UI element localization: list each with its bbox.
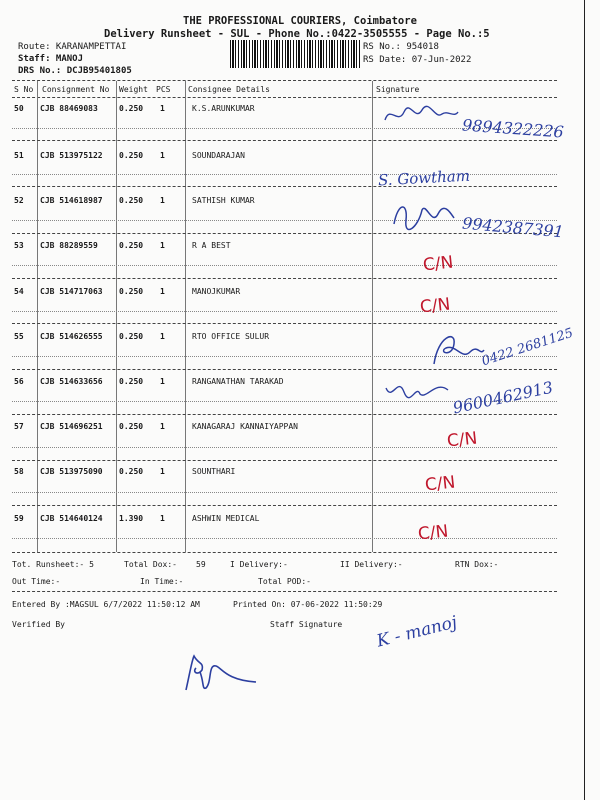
row-sno: 58 [14, 467, 24, 476]
row-sno: 51 [14, 151, 24, 160]
row-rule [12, 460, 557, 461]
row-sno: 59 [14, 514, 24, 523]
col-sno: S No [14, 85, 34, 94]
handwritten-phone: 9894322226 [461, 115, 565, 142]
row-pcs: 1 [160, 514, 165, 523]
row-consignment: CJB 514696251 [40, 422, 103, 431]
row-weight: 0.250 [119, 377, 144, 386]
total-pod: Total POD:- [258, 577, 311, 586]
row-consignment: CJB 88289559 [40, 241, 98, 250]
row-rule [12, 278, 557, 279]
col-sep [185, 81, 186, 552]
rtn-dox: RTN Dox:- [455, 560, 499, 569]
entered-by: Entered By :MAGSUL 6/7/2022 11:50:12 AM [12, 600, 200, 609]
printed-on: Printed On: 07-06-2022 11:50:29 [233, 600, 383, 609]
col-sep [372, 81, 373, 552]
drs-number: DRS No.: DCJB95401805 [18, 66, 132, 76]
col-consignee: Consignee Details [188, 85, 270, 94]
row-consignment: CJB 514618987 [40, 196, 103, 205]
row-weight: 0.250 [119, 151, 144, 160]
total-dox-value: 59 [196, 560, 206, 569]
route: Route: KARANAMPETTAI [18, 42, 127, 52]
row-weight: 0.250 [119, 422, 144, 431]
row-divider [12, 174, 557, 175]
row-consignee: SOUNDARAJAN [192, 151, 245, 160]
page-edge [584, 0, 585, 800]
row-divider [12, 492, 557, 493]
cn-mark: C/N [422, 252, 455, 276]
row-consignee: RTO OFFICE SULUR [192, 332, 270, 341]
handwritten-phone: 0422 2681125 [480, 325, 576, 370]
row-pcs: 1 [160, 422, 165, 431]
summary-rule [12, 591, 557, 592]
row-consignee: KANAGARAJ KANNAIYAPPAN [192, 422, 298, 431]
row-pcs: 1 [160, 104, 165, 113]
col-sep [37, 81, 38, 552]
row-sno: 56 [14, 377, 24, 386]
table-top-rule [12, 80, 557, 81]
row-sno: 53 [14, 241, 24, 250]
row-consignee: MANOJKUMAR [192, 287, 241, 296]
cn-mark: C/N [424, 472, 457, 496]
cn-mark: C/N [419, 294, 452, 318]
row-rule [12, 323, 557, 324]
document-title: THE PROFESSIONAL COURIERS, Coimbatore [183, 15, 417, 27]
row-pcs: 1 [160, 151, 165, 160]
row-rule [12, 505, 557, 506]
col-weight: Weight [119, 85, 148, 94]
row-consignment: CJB 514640124 [40, 514, 103, 523]
row-consignee: R A BEST [192, 241, 231, 250]
row-consignee: SOUNTHARI [192, 467, 236, 476]
row-sno: 55 [14, 332, 24, 341]
signature-scribble [426, 326, 486, 370]
ii-delivery: II Delivery:- [340, 560, 403, 569]
row-divider [12, 538, 557, 539]
row-weight: 0.250 [119, 467, 144, 476]
row-consignee: K.S.ARUNKUMAR [192, 104, 255, 113]
row-pcs: 1 [160, 287, 165, 296]
row-weight: 0.250 [119, 332, 144, 341]
verified-by: Verified By [12, 620, 65, 629]
row-pcs: 1 [160, 196, 165, 205]
signature-scribble [382, 374, 452, 404]
tot-runsheet: Tot. Runsheet:- 5 [12, 560, 94, 569]
staff-signature-label: Staff Signature [270, 620, 343, 629]
row-rule [12, 186, 557, 187]
cn-mark: C/N [417, 521, 450, 545]
row-sno: 50 [14, 104, 24, 113]
row-consignment: CJB 88469083 [40, 104, 98, 113]
i-delivery: I Delivery:- [230, 560, 288, 569]
row-divider [12, 265, 557, 266]
row-pcs: 1 [160, 377, 165, 386]
table-bottom-rule [12, 552, 557, 553]
row-sno: 52 [14, 196, 24, 205]
row-sno: 57 [14, 422, 24, 431]
cn-mark: C/N [446, 428, 479, 452]
row-pcs: 1 [160, 467, 165, 476]
staff-signature: K - manoj [374, 612, 460, 652]
barcode [230, 40, 360, 68]
row-divider [12, 311, 557, 312]
row-consignment: CJB 514626555 [40, 332, 103, 341]
handwritten-signature: S. Gowtham [377, 166, 471, 190]
row-consignee: SATHISH KUMAR [192, 196, 255, 205]
signature-scribble [388, 198, 458, 234]
verifier-signature [180, 652, 260, 696]
row-pcs: 1 [160, 332, 165, 341]
row-consignment: CJB 514633656 [40, 377, 103, 386]
row-consignment: CJB 514717063 [40, 287, 103, 296]
row-consignment: CJB 513975122 [40, 151, 103, 160]
col-sep [116, 81, 117, 552]
row-weight: 0.250 [119, 104, 144, 113]
row-sno: 54 [14, 287, 24, 296]
out-time: Out Time:- [12, 577, 61, 586]
row-weight: 0.250 [119, 287, 144, 296]
row-consignee: ASHWIN MEDICAL [192, 514, 260, 523]
row-pcs: 1 [160, 241, 165, 250]
rs-date: RS Date: 07-Jun-2022 [363, 55, 472, 65]
in-time: In Time:- [140, 577, 184, 586]
row-weight: 0.250 [119, 241, 144, 250]
col-signature: Signature [376, 85, 420, 94]
row-weight: 1.390 [119, 514, 144, 523]
rs-number: RS No.: 954018 [363, 42, 439, 52]
handwritten-phone: 9942387391 [461, 213, 565, 242]
row-rule [12, 140, 557, 141]
signature-scribble [380, 100, 460, 130]
col-pcs: PCS [156, 85, 171, 94]
table-header-rule [12, 97, 557, 98]
runsheet-subtitle: Delivery Runsheet - SUL - Phone No.:0422-3505555 - Page No.:5 [104, 28, 490, 40]
staff: Staff: MANOJ [18, 54, 84, 64]
row-consignee: RANGANATHAN TARAKAD [192, 377, 284, 386]
row-consignment: CJB 513975090 [40, 467, 103, 476]
row-weight: 0.250 [119, 196, 144, 205]
total-dox-label: Total Dox:- [124, 560, 177, 569]
row-rule [12, 414, 557, 415]
col-consignment: Consignment No [42, 85, 110, 94]
handwritten-phone: 9600462913 [451, 377, 555, 418]
